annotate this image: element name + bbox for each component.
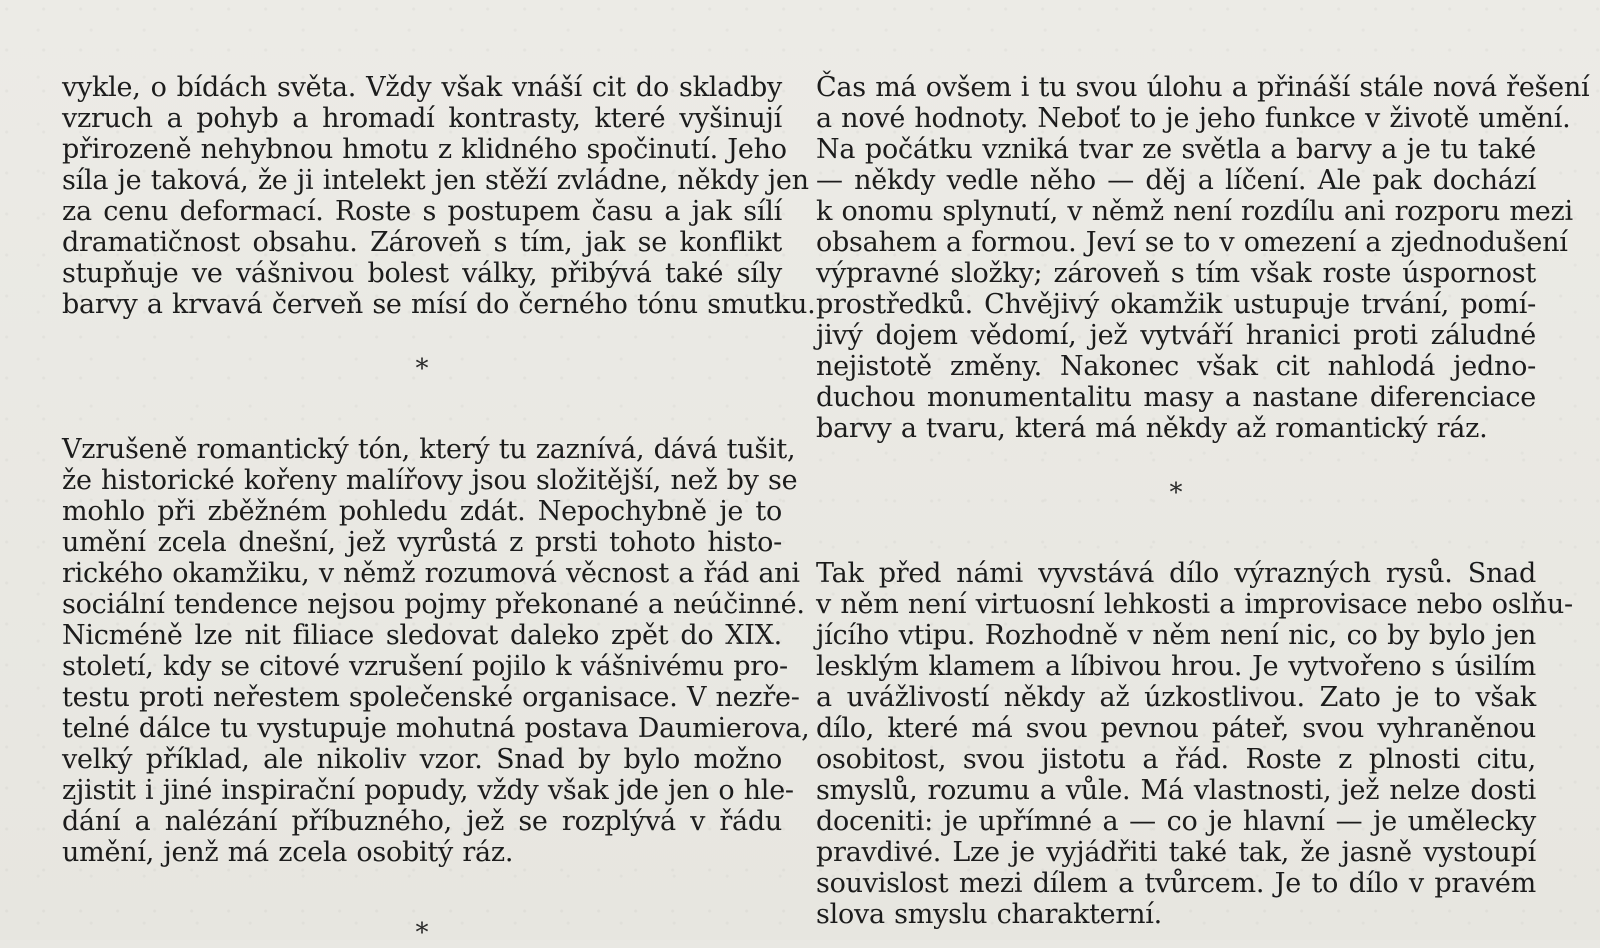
text-line: za cenu deformací. Roste s postupem času a jak sílí: [62, 196, 782, 227]
section-separator: *: [415, 918, 429, 948]
text-line: rického okamžiku, v němž rozumová věcnost a řád ani: [62, 558, 800, 589]
text-line: síla je taková, že ji intelekt jen stěží zvládne, někdy jen: [62, 165, 809, 196]
text-line: a uvážlivostí někdy až úzkostlivou. Zato je to však: [816, 682, 1536, 713]
text-line: vzruch a pohyb a hromadí kontrasty, které vyšinují: [62, 103, 782, 134]
text-line: Na počátku vzniká tvar ze světla a barvy a je tu také: [816, 134, 1536, 165]
text-line: století, kdy se citové vzrušení pojilo k vášnivému pro-: [62, 651, 788, 682]
text-line: a nové hodnoty. Neboť to je jeho funkce v životě umění.: [816, 103, 1571, 134]
text-line: mohlo při zběžném pohledu zdát. Nepochybně je to: [62, 496, 782, 527]
text-line: vykle, o bídách světa. Vždy však vnáší cit do skladby: [62, 72, 782, 103]
text-line: jivý dojem vědomí, jež vytváří hranici proti záludné: [816, 320, 1536, 351]
text-line: dramatičnost obsahu. Zároveň s tím, jak se konflikt: [62, 227, 782, 258]
left-paragraph-1: [62, 72, 816, 320]
text-line: výpravné složky; zároveň s tím však roste úspornost: [816, 258, 1536, 289]
text-line: stupňuje ve vášnivou bolest války, přibývá také síly: [62, 258, 782, 289]
text-line: smyslů, rozumu a vůle. Má vlastnosti, jež nelze dosti: [816, 775, 1536, 806]
text-line: Tak před námi vyvstává dílo výrazných rysů. Snad: [816, 558, 1536, 589]
text-line: zjistit i jiné inspirační popudy, vždy však jde jen o hle-: [62, 775, 794, 806]
text-line: telné dálce tu vystupuje mohutná postava Daumierova,: [62, 713, 810, 744]
text-line: Vzrušeně romantický tón, který tu zaznívá, dává tušit,: [62, 434, 796, 465]
text-line: dání a nalézání příbuzného, jež se rozplývá v řádu: [62, 806, 782, 837]
text-line: osobitost, svou jistotu a řád. Roste z plnosti citu,: [816, 744, 1536, 775]
spacer: [62, 868, 782, 918]
text-line: umění, jenž má zcela osobitý ráz.: [62, 837, 514, 868]
text-line: prostředků. Chvějivý okamžik ustupuje trvání, pomí-: [816, 289, 1536, 320]
spacer: [62, 320, 782, 354]
spacer: [816, 444, 1536, 478]
right-paragraph-1: [816, 72, 1590, 444]
text-line: Čas má ovšem i tu svou úlohu a přináší stále nová řešení: [816, 72, 1590, 103]
spacer: [816, 508, 1536, 558]
left-column: [62, 72, 816, 948]
text-line: doceniti: je upřímné a — co je hlavní — je umělecky: [816, 806, 1536, 837]
section-separator: *: [415, 354, 429, 384]
text-line: souvislost mezi dílem a tvůrcem. Je to dílo v pravém: [816, 868, 1536, 899]
left-paragraph-2: [62, 434, 810, 868]
right-column: [816, 72, 1590, 930]
text-line: velký příklad, ale nikoliv vzor. Snad by bylo možno: [62, 744, 782, 775]
text-line: testu proti neřestem společenské organisace. V nezře-: [62, 682, 800, 713]
spacer: [62, 384, 782, 434]
text-line: duchou monumentalitu masy a nastane diferenciace: [816, 382, 1536, 413]
text-line: sociální tendence nejsou pojmy překonané a neúčinné.: [62, 589, 805, 620]
section-separator: *: [1169, 478, 1183, 508]
text-line: barvy a tvaru, která má někdy až romantický ráz.: [816, 413, 1488, 444]
text-line: barvy a krvavá červeň se mísí do černého tónu smutku.: [62, 289, 816, 320]
text-line: obsahem a formou. Jeví se to v omezení a zjednodušení: [816, 227, 1568, 258]
text-line: slova smyslu charakterní.: [816, 899, 1162, 930]
text-line: nejistotě změny. Nakonec však cit nahlodá jedno-: [816, 351, 1536, 382]
text-line: přirozeně nehybnou hmotu z klidného spočinutí. Jeho: [62, 134, 787, 165]
text-line: k onomu splynutí, v němž není rozdílu ani rozporu mezi: [816, 196, 1573, 227]
text-line: v něm není virtuosní lehkosti a improvisace nebo oslňu-: [816, 589, 1573, 620]
text-line: že historické kořeny malířovy jsou složitější, než by se: [62, 465, 798, 496]
text-line: lesklým klamem a líbivou hrou. Je vytvořeno s úsilím: [816, 651, 1536, 682]
right-paragraph-2: [816, 558, 1573, 930]
text-line: umění zcela dnešní, jež vyrůstá z prsti tohoto histo-: [62, 527, 782, 558]
text-line: dílo, které má svou pevnou páteř, svou vyhraněnou: [816, 713, 1536, 744]
text-line: jícího vtipu. Rozhodně v něm není nic, co by bylo jen: [816, 620, 1536, 651]
text-line: Nicméně lze nit filiace sledovat daleko zpět do XIX.: [62, 620, 782, 651]
text-line: pravdivé. Lze je vyjádřiti také tak, že jasně vystoupí: [816, 837, 1536, 868]
text-line: — někdy vedle něho — děj a líčení. Ale pak dochází: [816, 165, 1536, 196]
